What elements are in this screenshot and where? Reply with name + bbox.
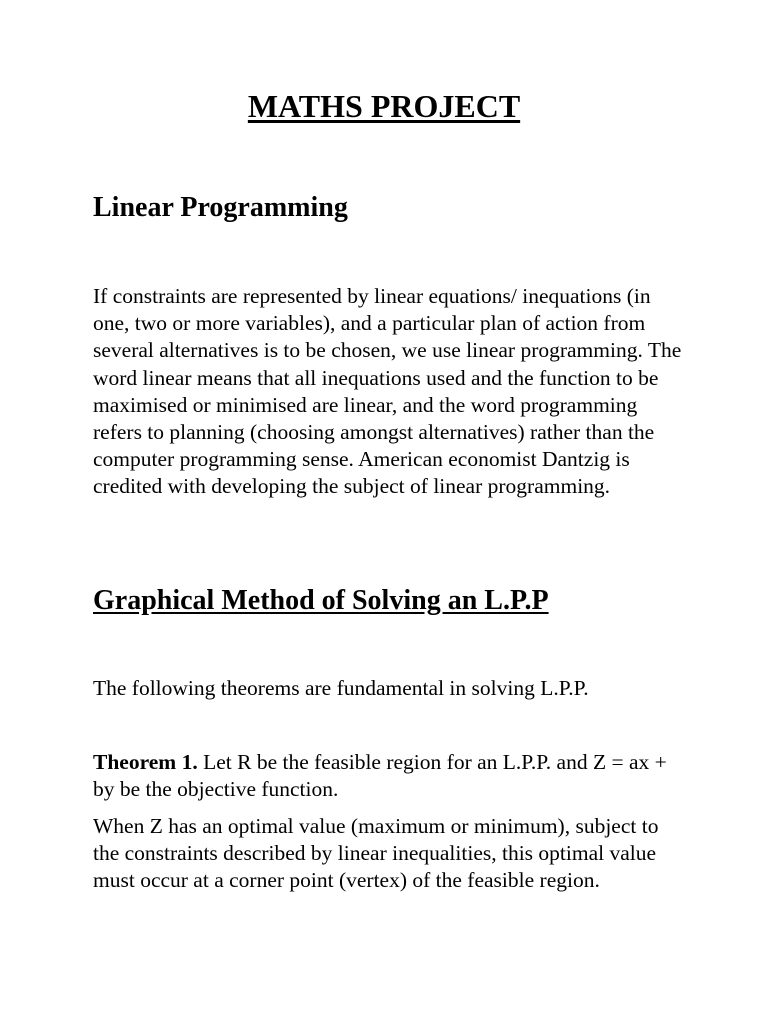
section-heading-graphical-method: Graphical Method of Solving an L.P.P — [93, 585, 549, 616]
section-intro-graphical-method: The following theorems are fundamental in solving L.P.P. — [93, 676, 589, 700]
section-heading-linear-programming: Linear Programming — [93, 192, 348, 223]
theorem-1-statement — [93, 749, 683, 803]
section-paragraph-linear-programming: If constraints are represented by linear equations/ inequations (in one, two or more variables), and a particular plan of action from several alternatives is to be chosen, we use linear programming. The word linear means that all inequations used and the function to be maximised or minimised are linear, and the word programming refers to planning (choosing amongst alternatives) rather than the computer programming sense. American economist Dantzig is credited with developing the subject of linear programming. — [93, 284, 682, 499]
theorem-1-text: Let R be the feasible region for an L.P.P. and Z = ax + by be the objective function. — [93, 750, 667, 802]
document-title: MATHS PROJECT — [247, 88, 521, 124]
theorem-1-label: Theorem 1. — [93, 750, 198, 774]
theorem-1-paragraph: When Z has an optimal value (maximum or minimum), subject to the constraints described by linear inequalities, this optimal value must occur at a corner point (vertex) of the feasible region. — [93, 814, 659, 893]
